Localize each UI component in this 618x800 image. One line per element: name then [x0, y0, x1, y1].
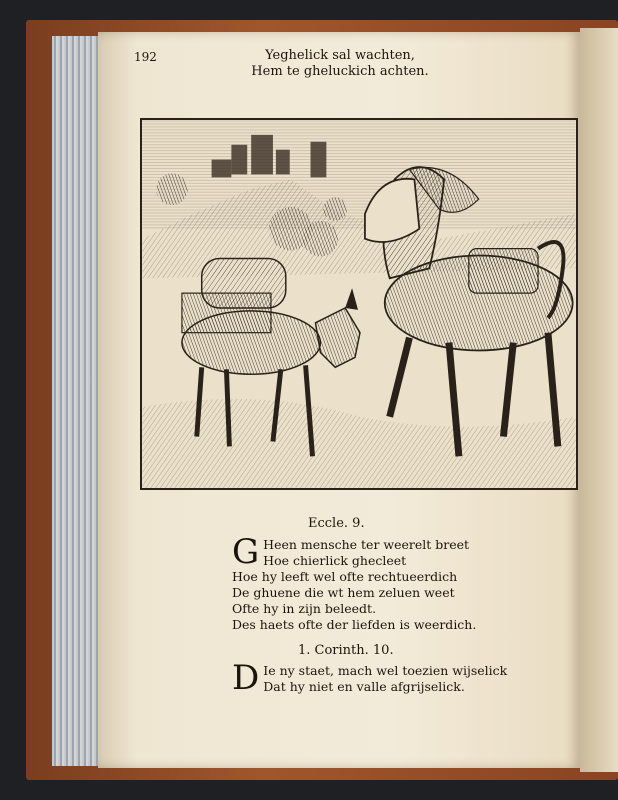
verse-block: [232, 658, 532, 698]
facing-page-edge: [580, 28, 618, 772]
drop-cap: D: [232, 658, 260, 698]
verse-source: Eccle. 9.: [308, 516, 365, 531]
verse-line: Ofte hy in zijn beleedt.: [232, 601, 377, 616]
verse-line: Hoe chierlick ghecleet: [263, 553, 407, 568]
page-fore-edge: [52, 36, 100, 766]
page-heading: [240, 48, 440, 80]
heading-line: Hem te gheluckich achten.: [251, 64, 429, 79]
verse-source: 1. Corinth. 10.: [298, 643, 394, 658]
heading-line: Yeghelick sal wachten,: [265, 48, 415, 63]
verse-block: [232, 532, 532, 633]
verse-line: Hoe hy leeft wel ofte rechtueerdich: [232, 569, 458, 584]
engraving-illustration: [140, 118, 578, 490]
verse-line: Des haets ofte der liefden is weerdich.: [232, 617, 477, 632]
verse-line: De ghuene die wt hem zeluen weet: [232, 585, 455, 600]
verse-line: Dat hy niet en valle afgrijselick.: [263, 679, 465, 694]
page-number: 192: [134, 50, 157, 64]
verse-line: Heen mensche ter weerelt breet: [263, 537, 470, 552]
verse-line: Ie ny staet, mach wel toezien wijselick: [263, 663, 508, 678]
drop-cap: G: [232, 532, 260, 572]
engraving-svg: [142, 120, 576, 488]
